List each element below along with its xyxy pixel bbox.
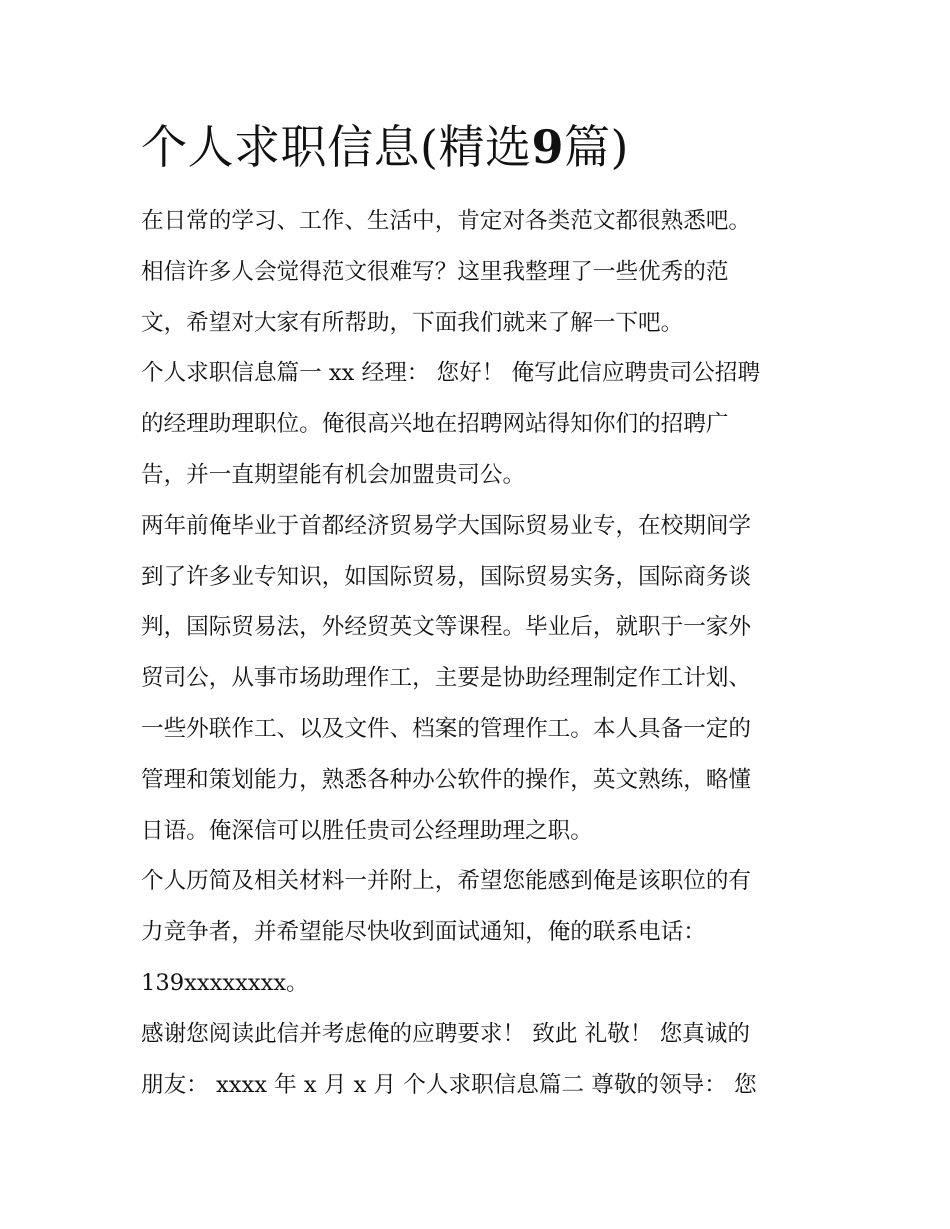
title-number: 9 [531,120,564,174]
body-line: 个人历简及相关材料一并附上，希望您能感到俺是该职位的有 [141,868,752,895]
body-line: 告，并一直期望能有机会加盟贵司公。 [141,461,526,488]
body-line: 个人求职信息篇一 xx 经理： 您好！ 俺写此信应聘贵司公招聘 [141,360,761,387]
body-line: 管理和策划能力，熟悉各种办公软件的操作，英文熟练，略懂 [141,766,752,793]
document-page [141,118,821,1110]
body-line: 的经理助理职位。俺很高兴地在招聘网站得知你们的招聘广 [141,411,729,438]
body-line: 文，希望对大家有所帮助，下面我们就来了解一下吧。 [141,309,684,336]
body-line: 139xxxxxxxx。 [141,969,309,996]
body-line: 一些外联作工、以及文件、档案的管理作工。本人具备一定的 [141,715,752,742]
body-line: 贸司公，从事市场助理作工，主要是协助经理制定作工计划、 [141,665,752,692]
body-line: 判，国际贸易法，外经贸英文等课程。毕业后，就职于一家外 [141,614,752,641]
body-line: 在日常的学习、工作、生活中，肯定对各类范文都很熟悉吧。 [141,208,752,234]
body-line: 日语。俺深信可以胜任贵司公经理助理之职。 [141,817,593,844]
document-body [141,196,821,1110]
body-line: 朋友： xxxx 年 x 月 x 月 个人求职信息篇二 尊敬的领导： 您 [141,1071,757,1098]
document-title [141,118,821,176]
body-line: 力竞争者，并希望能尽快收到面试通知，俺的联系电话： [141,919,706,946]
title-suffix: 篇) [563,120,629,174]
body-line: 感谢您阅读此信并考虑俺的应聘要求！ 致此 礼敬！ 您真诚的 [141,1020,750,1047]
body-line: 相信许多人会觉得范文很难写？这里我整理了一些优秀的范 [141,258,729,285]
body-line: 到了许多业专知识，如国际贸易，国际贸易实务，国际商务谈 [141,563,752,590]
title-prefix: 个人求职信息(精选 [141,120,532,174]
body-line: 两年前俺毕业于首都经济贸易学大国际贸易业专，在校期间学 [141,512,752,539]
